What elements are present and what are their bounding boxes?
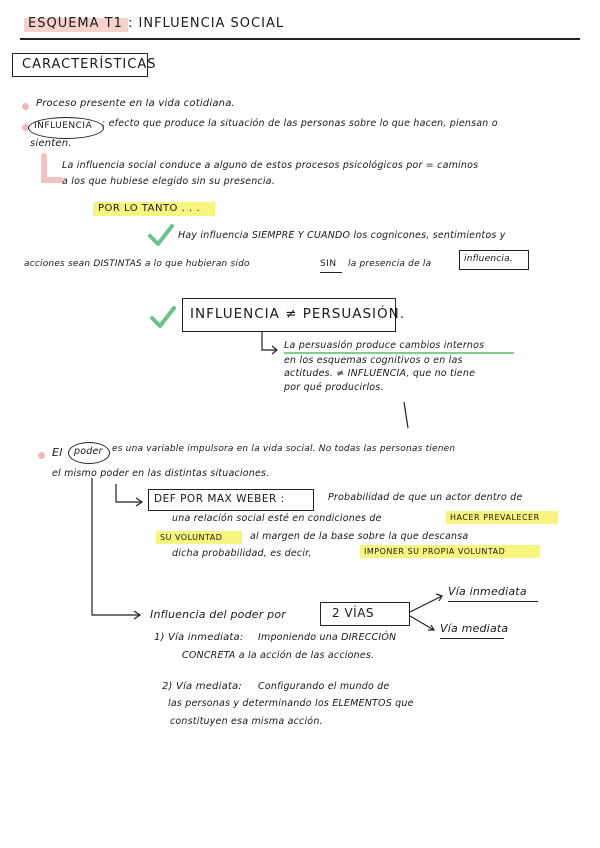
vias-boxed: 2 VÍAS (332, 606, 375, 620)
word-el: El (52, 446, 63, 459)
vias-intro: Influencia del poder por (150, 608, 287, 621)
branch-underline (448, 601, 538, 602)
bullet-dot (38, 452, 45, 459)
definition-cont: sienten. (30, 138, 72, 149)
hay-influencia-line2a: acciones sean DISTINTAS a lo que hubieran sido (24, 259, 250, 269)
check-icon (150, 226, 172, 244)
sin-underline (320, 272, 342, 273)
weber-line2: una relación social esté en condiciones de (172, 513, 382, 524)
branch-arrow (410, 596, 442, 612)
weber-label: DEF POR MAX WEBER : (154, 493, 285, 505)
boxed-influencia: influencia. (464, 254, 513, 264)
via2-label: 2) Vía mediata: (162, 681, 242, 692)
hl-imponer: IMPONER SU PROPIA VOLUNTAD (364, 547, 506, 556)
hay-influencia-line2b: la presencia de la (348, 259, 432, 269)
section-heading: CARACTERÍSTICAS (22, 57, 157, 72)
weber-line4: dicha probabilidad, es decir, (172, 548, 312, 559)
via1-text2: CONCRETA a la acción de las acciones. (182, 650, 375, 661)
via1-label: 1) Vía inmediata: (154, 632, 244, 643)
branch-arrow (410, 616, 434, 630)
hl-hacer-prevalecer: HACER PREVALECER (450, 513, 540, 522)
definition-influencia: : efecto que produce la situación de las personas sobre lo que hacen, piensan o (102, 118, 498, 129)
hay-influencia-line1: Hay influencia SIEMPRE Y CUANDO los cognicones, sentimientos y (178, 230, 506, 241)
via1-text: Imponiendo una DIRECCIÓN (258, 632, 397, 643)
page-title: ESQUEMA T1 : INFLUENCIA SOCIAL (28, 16, 285, 31)
branch-underline (440, 638, 504, 639)
word-poder: poder (74, 446, 103, 457)
poder-line1: es una variable impulsora en la vida social. No todas las personas tienen (112, 444, 456, 454)
green-underline (284, 352, 514, 354)
persuasion-line2: en los esquemas cognitivos o en las (284, 355, 463, 366)
persuasion-heading: INFLUENCIA ≠ PERSUASIÓN. (190, 306, 406, 322)
word-sin: SIN (320, 259, 337, 269)
pink-arrow (44, 156, 60, 180)
via2-text2: las personas y determinando los ELEMENTOS que (168, 698, 414, 709)
persuasion-line3: actitudes. ≠ INFLUENCIA, que no tiene (284, 368, 476, 379)
term-influencia: INFLUENCIA (34, 121, 93, 131)
via2-text3: constituyen esa misma acción. (170, 716, 323, 727)
branch-mediata: Vía mediata (440, 622, 509, 635)
via2-text: Configurando el mundo de (258, 681, 390, 692)
tick-line (404, 402, 408, 428)
point-conduce-line2: a los que hubiese elegido sin su presencia. (62, 176, 275, 187)
persuasion-line1: La persuasión produce cambios internos (284, 340, 485, 351)
weber-line1: Probabilidad de que un actor dentro de (328, 492, 523, 503)
hl-su-voluntad: SU VOLUNTAD (160, 533, 223, 542)
check-icon (152, 308, 174, 326)
por-lo-tanto: POR LO TANTO . . . (98, 203, 200, 214)
branch-inmediata: Vía inmediata (448, 585, 527, 598)
point-conduce-line1: La influencia social conduce a alguno de estos procesos psicológicos por = caminos (62, 160, 479, 171)
poder-line2: el mismo poder en las distintas situaciones. (52, 468, 270, 479)
persuasion-line4: por qué producirlos. (284, 382, 384, 393)
weber-line3: al margen de la base sobre la que descansa (250, 531, 469, 542)
point-proceso: Proceso presente en la vida cotidiana. (36, 98, 235, 109)
